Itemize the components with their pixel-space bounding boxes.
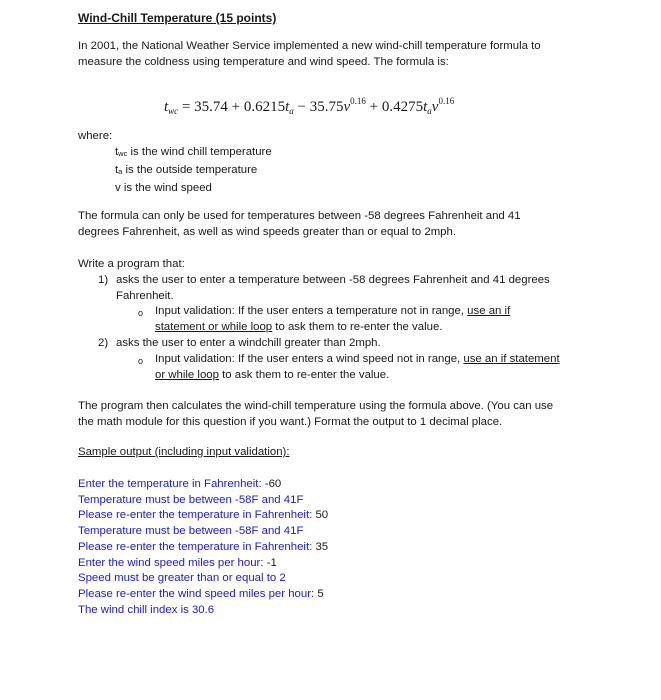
definition-a: $t_a$ is the outside temperature bbox=[115, 164, 258, 176]
sample-output bbox=[78, 477, 328, 618]
bullet-icon: o bbox=[138, 356, 144, 366]
sample-line: Please re-enter the wind speed miles per hour: 5 bbox=[78, 587, 324, 600]
sample-line: Temperature must be between -58F and 41F bbox=[78, 493, 304, 506]
sample-line: Enter the wind speed miles per hour: -1 bbox=[78, 556, 277, 569]
program-lead: Write a program that: bbox=[78, 258, 185, 270]
list-number: 2) bbox=[98, 337, 109, 349]
bullet-icon: o bbox=[138, 308, 144, 318]
wind-chill-formula: $t_{wc} = 35.74 + 0.6215t_a - 35.75v^{0.16} + 0.4275t_av^{0.16}$ bbox=[164, 96, 455, 116]
intro-line-1: In 2001, the National Weather Service implemented a new wind-chill temperature formula to bbox=[78, 40, 541, 52]
variable-definitions bbox=[115, 144, 272, 196]
document-page bbox=[78, 10, 638, 616]
constraint-paragraph bbox=[78, 208, 638, 240]
list-item-1-validation: Input validation: If the user enters a temperature not in range, use an if statement or while loop to ask them to re-enter the value. bbox=[155, 305, 511, 333]
list-item-2-text: asks the user to enter a windchill greater than 2mph. bbox=[116, 337, 381, 349]
where-label: where: bbox=[78, 130, 113, 142]
sample-line: Enter the temperature in Fahrenheit: -60 bbox=[78, 478, 282, 490]
sample-line: Speed must be greater than or equal to 2 bbox=[78, 572, 286, 585]
calc-paragraph bbox=[78, 398, 638, 430]
intro-line-2: measure the coldness using temperature and wind speed. The formula is: bbox=[78, 56, 449, 68]
page-title: Wind-Chill Temperature (15 points) bbox=[78, 11, 277, 25]
calc-line-1: The program then calculates the wind-chill temperature using the formula above. (You can use bbox=[78, 400, 554, 412]
definition-wc: $t_{wc}$ is the wind chill temperature bbox=[115, 146, 272, 158]
list-item-2 bbox=[78, 335, 638, 391]
constraint-line-1: The formula can only be used for temperatures between -58 degrees Fahrenheit and 41 bbox=[78, 210, 521, 222]
calc-line-2: the math module for this question if you want.) Format the output to 1 decimal place. bbox=[78, 416, 503, 428]
list-item-1 bbox=[78, 272, 638, 342]
sample-output-heading: Sample output (including input validation): bbox=[78, 446, 290, 458]
list-item-1-text: asks the user to enter a temperature between -58 degrees Fahrenheit and 41 degrees Fahrenheit. bbox=[116, 274, 550, 302]
intro-paragraph bbox=[78, 38, 638, 70]
constraint-line-2: degrees Fahrenheit, as well as wind speeds greater than or equal to 2mph. bbox=[78, 226, 457, 238]
list-item-2-validation: Input validation: If the user enters a wind speed not in range, use an if statement or while loop to ask them to re-enter the value. bbox=[155, 353, 560, 381]
sample-line: Temperature must be between -58F and 41F bbox=[78, 525, 304, 538]
sample-line: Please re-enter the temperature in Fahrenheit: 50 bbox=[78, 509, 329, 522]
list-number: 1) bbox=[98, 274, 109, 286]
definition-v: v is the wind speed bbox=[115, 182, 212, 194]
sample-line: Please re-enter the temperature in Fahrenheit: 35 bbox=[78, 540, 329, 553]
sample-line: The wind chill index is 30.6 bbox=[78, 603, 215, 616]
